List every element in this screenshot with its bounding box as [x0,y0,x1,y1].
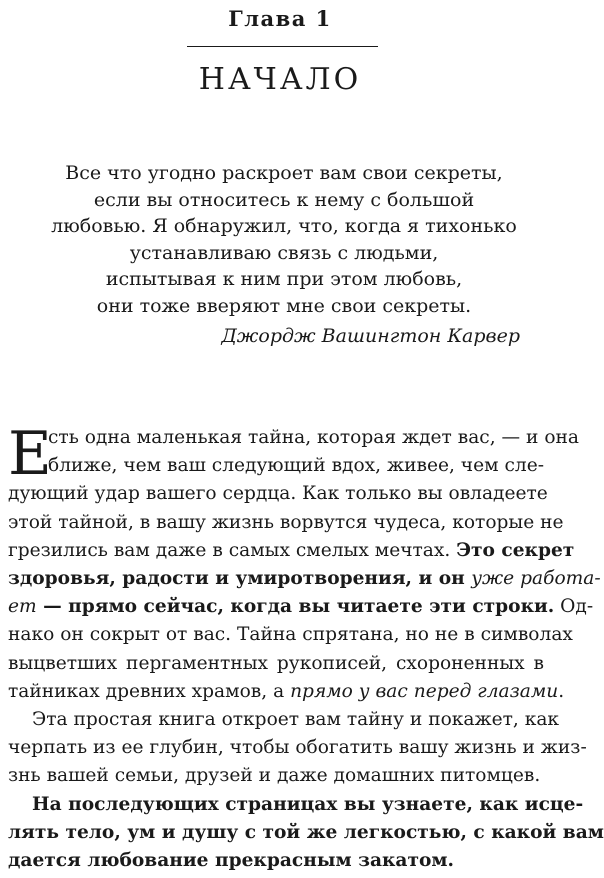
epigraph-line: любовью. Я обнаружил, что, когда я тихонько [51,215,517,237]
body-line: дующий удар вашего сердца. Как только вы овладеете [8,483,548,505]
body-text [8,419,604,875]
body-line: выцветших пергаментных рукописей, схороненных в [8,652,544,674]
chapter-divider [187,46,378,47]
epigraph-line: устанавливаю связь с людьми, [129,241,439,264]
body-line [8,593,594,621]
drop-cap: Е [8,419,52,489]
epigraph-author: Джордж Вашингтон Карвер [221,325,520,347]
body-text-run: грезились вам даже в самых смелых мечтах. [8,539,457,561]
epigraph-line: Все что угодно раскроет вам свои секреты, [65,162,503,184]
body-line: знь вашей семьи, друзей и даже домашних питомцев. [8,765,541,787]
body-line: Эта простая книга откроет вам тайну и покажет, как [32,709,560,731]
body-line: черпать из ее глубин, чтобы обогатить вашу жизнь и жиз- [8,737,587,759]
body-line [8,537,575,565]
body-line: этой тайной, в вашу жизнь ворвутся чудеса, которые не [8,511,564,533]
body-text-bold: — прямо сейчас, когда вы читаете эти строки. [36,596,555,618]
body-text-run: тайниках древних храмов, а [8,680,291,702]
body-line: сть одна маленькая тайна, которая ждет вас, — и она [48,427,580,448]
body-line [8,819,604,847]
body-line [8,847,544,875]
body-line [8,791,584,819]
body-text-italic: прямо у вас перед глазами [290,680,559,702]
body-line [8,565,601,593]
body-text-run: Од- [554,596,594,618]
epigraph-line: испытывая к ним при этом любовь, [105,268,463,290]
body-line: ближе, чем ваш следующий вдох, живее, чем сле- [48,455,544,477]
epigraph-line: они тоже вверяют мне свои секреты. [96,294,472,317]
epigraph-line: если вы относитесь к нему с большой [93,188,475,211]
chapter-title: НАЧАЛО [198,62,362,97]
body-text-bold: лять тело, ум и душу с той же легкостью, с какой вам [8,821,604,843]
epigraph [40,160,528,319]
body-text-bold: Это секрет [456,539,575,561]
body-line: нако он сокрыт от вас. Тайна спрятана, но не в символах [8,624,573,646]
body-text-italic: уже работа- [471,568,601,590]
chapter-label: Глава 1 [228,6,332,31]
body-text-bold: дается любование прекрасным закатом. [8,850,455,872]
body-text-bold: На последующих страницах вы узнаете, как исце- [32,793,584,815]
body-line [8,678,565,706]
body-text-italic: ет [8,596,37,618]
body-text-run: . [558,680,565,702]
body-text-bold: здоровья, радости и умиротворения, и он [8,568,472,590]
